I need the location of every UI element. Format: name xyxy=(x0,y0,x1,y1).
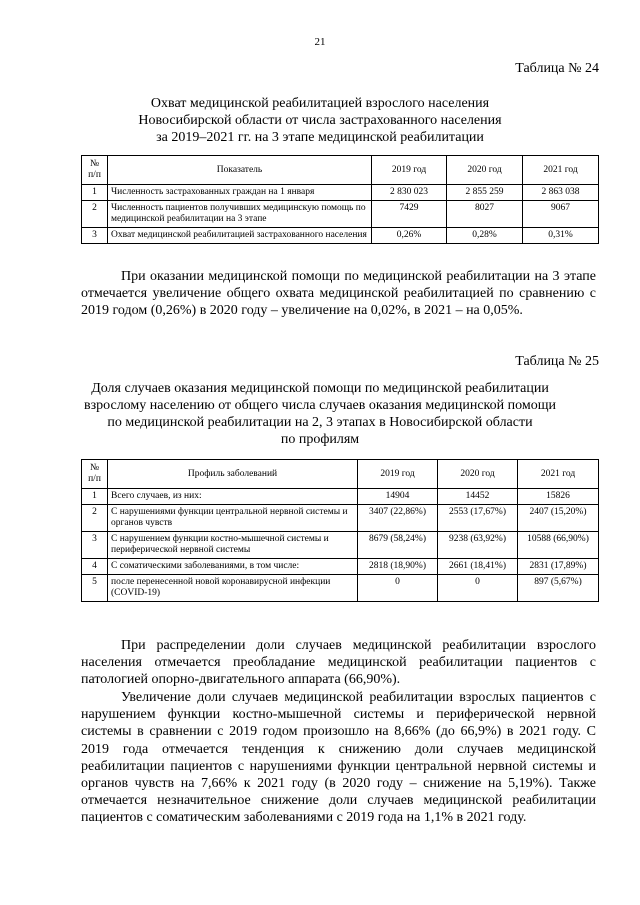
table-24 xyxy=(81,155,599,244)
cell-number: 1 xyxy=(82,185,108,201)
cell-2020: 2 855 259 xyxy=(447,185,523,201)
cell-2021: 2831 (17,89%) xyxy=(518,559,599,575)
cell-profile: С нарушениями функции центральной нервной системы и органов чувств xyxy=(108,505,358,532)
paragraph-3 xyxy=(81,689,596,827)
cell-2019: 7429 xyxy=(372,201,447,228)
paragraph-3-text: Увеличение доли случаев медицинской реабилитации взрослых пациентов с нарушением функции костно-мышечной системы и периферической нервной системы в сравнении с 2019 годом произошло на 8,66% (до 66,9%) в 2021 году. С 2019 года отмечается тенденция к снижению доли случаев медицинской реабилитации пациентов с нарушениями функции центральной нервной системы и органов чувств на 7,66% к 2021 году (в 2020 году – снижение на 5,19%). Также отмечается незначительное снижение доли случаев медицинской реабилитации пациентов с соматическим заболеваниями с 2019 года на 1,1% в 2021 году. xyxy=(81,690,596,826)
table-24-title-line: за 2019–2021 гг. на 3 этапе медицинской реабилитации xyxy=(156,130,484,145)
table-row xyxy=(82,532,599,559)
cell-2019: 0,26% xyxy=(372,228,447,244)
table-24-title xyxy=(70,95,570,146)
cell-2020: 2661 (18,41%) xyxy=(438,559,518,575)
cell-2020: 14452 xyxy=(438,489,518,505)
cell-2021: 10588 (66,90%) xyxy=(518,532,599,559)
cell-2021: 15826 xyxy=(518,489,599,505)
table-row xyxy=(82,505,599,532)
table-row xyxy=(82,185,599,201)
table-row xyxy=(82,489,599,505)
header-cell-number: № п/п xyxy=(82,156,108,185)
table-25-title-line: Доля случаев оказания медицинской помощи по медицинской реабилитации xyxy=(91,381,549,396)
table-row xyxy=(82,559,599,575)
cell-profile: Всего случаев, из них: xyxy=(108,489,358,505)
cell-2019: 0 xyxy=(358,575,438,602)
table-25-title xyxy=(60,380,580,448)
cell-2019: 2818 (18,90%) xyxy=(358,559,438,575)
header-cell-number: № п/п xyxy=(82,460,108,489)
header-cell-2021: 2021 год xyxy=(523,156,599,185)
cell-2020: 9238 (63,92%) xyxy=(438,532,518,559)
cell-indicator: Охват медицинской реабилитацией застрахованного населения xyxy=(108,228,372,244)
paragraph-2 xyxy=(81,637,596,689)
paragraph-1-text: При оказании медицинской помощи по медицинской реабилитации на 3 этапе отмечается увеличение общего охвата медицинской реабилитацией по сравнению с 2019 годом (0,26%) в 2020 году – увеличение на 0,02%, в 2021 – на 0,05%. xyxy=(81,269,596,319)
cell-profile: С соматическими заболеваниями, в том числе: xyxy=(108,559,358,575)
cell-2019: 8679 (58,24%) xyxy=(358,532,438,559)
table-25-title-line: взрослому населению от общего числа случаев оказания медицинской помощи xyxy=(83,398,556,413)
cell-2021: 9067 xyxy=(523,201,599,228)
header-cell-2020: 2020 год xyxy=(447,156,523,185)
cell-number: 3 xyxy=(82,228,108,244)
table-24-label: Таблица № 24 xyxy=(515,61,599,76)
table-row xyxy=(82,201,599,228)
table-25 xyxy=(81,459,599,602)
table-row xyxy=(82,228,599,244)
page-number: 21 xyxy=(314,36,326,48)
cell-profile: С нарушением функции костно-мышечной системы и периферической нервной системы xyxy=(108,532,358,559)
cell-number: 2 xyxy=(82,505,108,532)
cell-2020: 2553 (17,67%) xyxy=(438,505,518,532)
header-cell-2019: 2019 год xyxy=(358,460,438,489)
cell-number: 5 xyxy=(82,575,108,602)
cell-2019: 2 830 023 xyxy=(372,185,447,201)
cell-2020: 0,28% xyxy=(447,228,523,244)
table-24-title-line: Новосибирской области от числа застрахованного населения xyxy=(138,113,502,128)
header-cell-indicator: Показатель xyxy=(108,156,372,185)
cell-2021: 897 (5,67%) xyxy=(518,575,599,602)
header-cell-2021: 2021 год xyxy=(518,460,599,489)
paragraph-2-text: При распределении доли случаев медицинской реабилитации взрослого населения отмечается преобладание медицинской реабилитации пациентов с патологией опорно-двигательного аппарата (66,90%). xyxy=(81,638,596,688)
cell-2019: 14904 xyxy=(358,489,438,505)
table-header-row xyxy=(82,460,599,489)
table-header-row xyxy=(82,156,599,185)
cell-2021: 2407 (15,20%) xyxy=(518,505,599,532)
header-cell-2019: 2019 год xyxy=(372,156,447,185)
cell-2021: 0,31% xyxy=(523,228,599,244)
table-24-title-line: Охват медицинской реабилитацией взрослого населения xyxy=(150,96,490,111)
table-25-label: Таблица № 25 xyxy=(515,354,599,369)
header-cell-2020: 2020 год xyxy=(438,460,518,489)
table-25-title-line: по медицинской реабилитации на 2, 3 этапах в Новосибирской области xyxy=(107,415,533,430)
cell-number: 4 xyxy=(82,559,108,575)
cell-number: 2 xyxy=(82,201,108,228)
paragraph-1 xyxy=(81,268,596,320)
table-25-title-line: по профилям xyxy=(280,432,360,447)
cell-indicator: Численность застрахованных граждан на 1 января xyxy=(108,185,372,201)
header-cell-profile: Профиль заболеваний xyxy=(108,460,358,489)
cell-profile: после перенесенной новой коронавирусной инфекции (COVID-19) xyxy=(108,575,358,602)
table-row xyxy=(82,575,599,602)
cell-indicator: Численность пациентов получивших медицинскую помощь по медицинской реабилитации на 3 этапе xyxy=(108,201,372,228)
cell-2020: 0 xyxy=(438,575,518,602)
cell-2020: 8027 xyxy=(447,201,523,228)
cell-2019: 3407 (22,86%) xyxy=(358,505,438,532)
cell-number: 1 xyxy=(82,489,108,505)
cell-number: 3 xyxy=(82,532,108,559)
cell-2021: 2 863 038 xyxy=(523,185,599,201)
